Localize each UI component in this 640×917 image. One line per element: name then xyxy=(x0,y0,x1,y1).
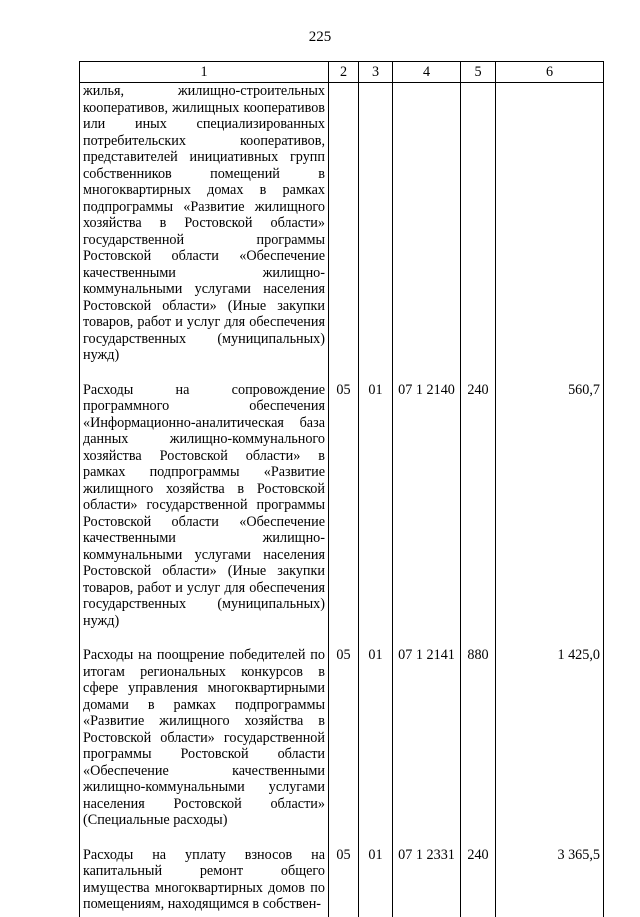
row-section: 05 xyxy=(329,847,359,917)
row-amount: 3 365,5 xyxy=(496,847,604,917)
row-target-article: 07 1 2140 xyxy=(393,382,461,634)
row-section: 05 xyxy=(329,382,359,634)
row-target-article: 07 1 2331 xyxy=(393,847,461,917)
row-description: Расходы на поощрение победителей по итогам региональных конкурсов в сфере управления многоквартирными домами в рамках подпрограммы «Развитие жилищного хозяйства в Ростовской области» государственной программы Ростовской области «Обеспечение качественными жилищно-коммунальными услугами населения Ростовской области» (Специальные расходы) xyxy=(80,647,329,833)
row-spacer xyxy=(80,833,604,847)
column-header-1: 1 xyxy=(80,62,329,83)
row-description: Расходы на сопровождение программного обеспечения «Информационно-аналитическая база данных жилищно-коммунального хозяйства Ростовской области» в рамках подпрограммы «Развитие жилищного хозяйства в Ростовской области» государственной программы Ростовской области «Обеспечение качественными жилищно-коммунальными услугами населения Ростовской области» (Иные закупки товаров, работ и услуг для обеспечения государственных (муниципальных) нужд) xyxy=(80,382,329,634)
table-row xyxy=(80,382,604,634)
page-number: 225 xyxy=(308,29,332,45)
column-header-3: 3 xyxy=(359,62,393,83)
row-subsection: 01 xyxy=(359,382,393,634)
row-subsection xyxy=(359,83,393,368)
row-target-article xyxy=(393,83,461,368)
row-description: Расходы на уплату взносов на капитальный ремонт общего имущества многоквартирных домов по помещениям, находящимся в собствен- xyxy=(80,847,329,917)
row-spacer xyxy=(80,633,604,647)
row-target-article: 07 1 2141 xyxy=(393,647,461,833)
row-description: жилья, жилищно-строительных кооперативов, жилищных кооперативов или иных специализированных потребительских кооперативов, представителей инициативных групп собственников помещений в многоквартирных домах в рамках подпрограммы «Развитие жилищного хозяйства в Ростовской области» государственной программы Ростовской области «Обеспечение качественными жилищно-коммунальными услугами населения Ростовской области» (Иные закупки товаров, работ и услуг для обеспечения государственных (муниципальных) нужд) xyxy=(80,83,329,368)
row-section: 05 xyxy=(329,647,359,833)
table-header-row xyxy=(80,62,604,83)
row-expense-type: 880 xyxy=(461,647,496,833)
row-expense-type: 240 xyxy=(461,382,496,634)
row-subsection: 01 xyxy=(359,847,393,917)
column-header-6: 6 xyxy=(496,62,604,83)
table-row xyxy=(80,83,604,368)
budget-table xyxy=(79,61,604,917)
table-row xyxy=(80,647,604,833)
row-amount: 560,7 xyxy=(496,382,604,634)
column-header-2: 2 xyxy=(329,62,359,83)
table-row xyxy=(80,847,604,917)
row-amount: 1 425,0 xyxy=(496,647,604,833)
column-header-4: 4 xyxy=(393,62,461,83)
row-expense-type xyxy=(461,83,496,368)
row-subsection: 01 xyxy=(359,647,393,833)
column-header-5: 5 xyxy=(461,62,496,83)
row-expense-type: 240 xyxy=(461,847,496,917)
row-section xyxy=(329,83,359,368)
row-amount xyxy=(496,83,604,368)
row-spacer xyxy=(80,368,604,382)
